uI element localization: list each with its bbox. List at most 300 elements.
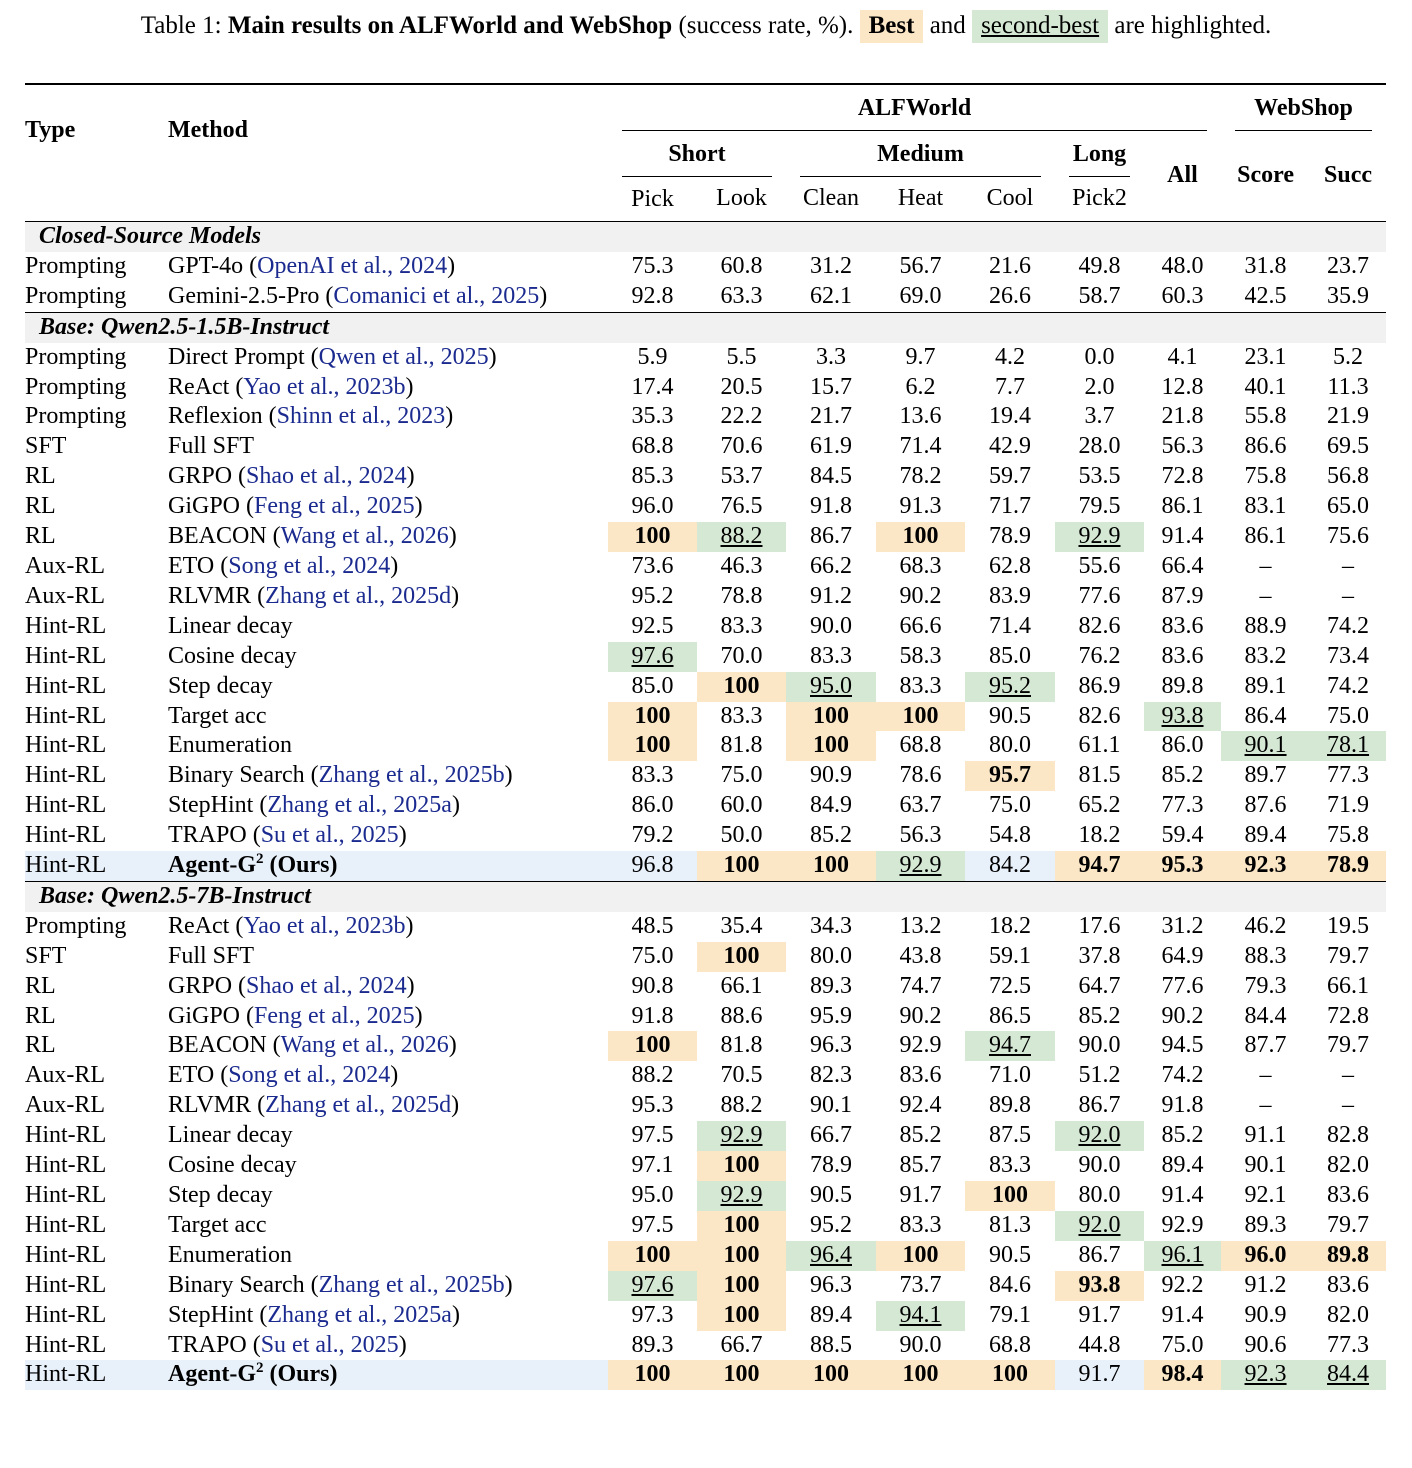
value-text: 100 (723, 1271, 760, 1298)
cell-method: StepHint (Zhang et al., 2025a) (168, 1301, 460, 1328)
value-text: 76.5 (720, 493, 763, 520)
value-text: 4.1 (1167, 343, 1198, 370)
value-text: – (1259, 1092, 1272, 1119)
value-text: 90.5 (989, 1241, 1031, 1268)
value-text: 87.7 (1244, 1032, 1287, 1059)
value-text: 100 (723, 1301, 760, 1328)
citation-link[interactable]: Song et al., 2024 (228, 552, 391, 579)
cell-method: ReAct (Yao et al., 2023b) (168, 912, 414, 939)
cell-value (608, 1031, 697, 1061)
cell-type: Hint-RL (25, 1122, 107, 1149)
caption-title: Main results on ALFWorld and WebShop (227, 12, 673, 39)
cell-type: Aux-RL (25, 552, 105, 579)
cell-value (876, 252, 965, 282)
value-text: 92.9 (720, 1182, 763, 1208)
value-text: 73.7 (899, 1271, 942, 1298)
cell-value (697, 972, 786, 1002)
cell-value (1055, 672, 1144, 702)
cell-value (1221, 1091, 1310, 1121)
cell-value (876, 1002, 965, 1032)
cell-type: Hint-RL (25, 1241, 107, 1268)
cell-method (168, 1211, 608, 1241)
value-text: 97.6 (631, 1271, 674, 1298)
cell-value (1055, 1360, 1144, 1390)
cell-type: RL (25, 463, 56, 490)
cell-value (965, 1151, 1055, 1181)
value-text: 100 (634, 1032, 671, 1059)
value-text: 100 (813, 852, 849, 879)
citation-link[interactable]: Yao et al., 2023b (243, 912, 406, 939)
value-text: 73.4 (1327, 642, 1370, 669)
cell-value (1055, 1211, 1144, 1241)
value-text: 23.1 (1244, 343, 1287, 370)
value-text: 60.8 (720, 252, 763, 279)
value-text: 91.4 (1161, 523, 1204, 550)
cell-value (1310, 1091, 1386, 1121)
col-group-medium: Medium (786, 131, 1055, 177)
cell-value (786, 1301, 876, 1331)
value-text: 95.7 (989, 762, 1031, 789)
cell-type: Hint-RL (25, 1331, 107, 1358)
value-text: 18.2 (989, 912, 1031, 939)
citation-link[interactable]: Su et al., 2025 (260, 1331, 399, 1358)
cell-value (1221, 1331, 1310, 1361)
value-text: 80.0 (810, 942, 852, 969)
cell-value (965, 282, 1055, 312)
cell-value (876, 1241, 965, 1271)
cell-value (1144, 252, 1221, 282)
method-suffix: (Ours) (263, 1361, 338, 1388)
value-text: 85.2 (899, 1122, 942, 1149)
cell-value (876, 1271, 965, 1301)
value-text: 42.9 (989, 433, 1031, 460)
citation-link[interactable]: Shao et al., 2024 (246, 972, 407, 999)
cell-value (965, 1301, 1055, 1331)
table-row (25, 522, 1386, 552)
value-text: 59.4 (1161, 822, 1204, 849)
cell-value (1310, 432, 1386, 462)
value-text: 66.1 (1327, 972, 1370, 999)
cell-value (697, 612, 786, 642)
cell-value (1144, 582, 1221, 612)
cell-value (608, 731, 697, 761)
value-text: 97.1 (631, 1152, 674, 1179)
caption-best-legend: Best (860, 10, 924, 43)
citation-link[interactable]: Qwen et al., 2025 (318, 343, 489, 370)
value-text: 100 (992, 1361, 1028, 1388)
table-row (25, 912, 1386, 942)
cell-type: Hint-RL (25, 1152, 107, 1179)
method-name: StepHint (168, 792, 254, 819)
value-text: 100 (723, 942, 760, 969)
citation-link[interactable]: Yao et al., 2023b (243, 373, 406, 400)
cell-value (876, 462, 965, 492)
cell-value (697, 1031, 786, 1061)
value-text: 89.3 (1244, 1211, 1287, 1238)
cell-value (876, 1301, 965, 1331)
method-name: Enumeration (168, 732, 292, 759)
cell-value (1055, 343, 1144, 373)
table-row (25, 1061, 1386, 1091)
cell-value (1144, 972, 1221, 1002)
citation-link[interactable]: OpenAI et al., 2024 (257, 252, 448, 279)
table-row (25, 1091, 1386, 1121)
cell-value (608, 851, 697, 881)
cell-value (786, 702, 876, 732)
citation-link[interactable]: Feng et al., 2025 (254, 493, 415, 520)
cell-method: Binary Search (Zhang et al., 2025b) (168, 762, 513, 789)
cell-value (965, 1002, 1055, 1032)
citation-link[interactable]: Wang et al., 2026 (280, 1032, 449, 1059)
cell-value (876, 1061, 965, 1091)
value-text: 96.1 (1161, 1241, 1204, 1268)
value-text: 86.5 (989, 1002, 1031, 1029)
value-text: 85.3 (631, 463, 674, 490)
value-text: 50.0 (720, 822, 763, 849)
value-text: 94.7 (989, 1032, 1031, 1059)
cell-type: Prompting (25, 403, 127, 430)
cell-type: Hint-RL (25, 792, 107, 819)
value-text: 35.9 (1327, 282, 1370, 309)
value-text: 43.8 (899, 942, 942, 969)
value-text: 91.7 (1078, 1361, 1121, 1388)
cell-value (1144, 1151, 1221, 1181)
citation-link[interactable]: Zhang et al., 2025b (318, 762, 505, 789)
cell-value (965, 1121, 1055, 1151)
cell-value (1221, 612, 1310, 642)
cell-value (1055, 492, 1144, 522)
cell-value (697, 1091, 786, 1121)
cell-value (608, 972, 697, 1002)
cell-value (1221, 821, 1310, 851)
value-text: 71.4 (899, 433, 942, 460)
cell-method (168, 942, 608, 972)
table-row (25, 1211, 1386, 1241)
value-text: 82.8 (1327, 1122, 1370, 1149)
value-text: 72.5 (989, 972, 1031, 999)
group-title: Base: Qwen2.5-7B-Instruct (25, 881, 1386, 911)
value-text: 92.9 (720, 1122, 763, 1149)
cell-value (965, 642, 1055, 672)
cell-type: Aux-RL (25, 1092, 105, 1119)
value-text: 20.5 (720, 373, 763, 400)
cell-value (608, 402, 697, 432)
citation-link[interactable]: Shinn et al., 2023 (276, 403, 446, 430)
cell-method (168, 1151, 608, 1181)
cell-value (965, 761, 1055, 791)
cell-value (1144, 851, 1221, 881)
value-text: 90.2 (899, 582, 942, 609)
value-text: 63.3 (720, 282, 763, 309)
value-text: 96.0 (631, 493, 674, 520)
cell-value (876, 492, 965, 522)
cell-type: Hint-RL (25, 851, 168, 881)
value-text: 72.8 (1327, 1002, 1370, 1029)
cell-value (1144, 642, 1221, 672)
value-text: 95.0 (631, 1182, 674, 1208)
citation-link[interactable]: Zhang et al., 2025a (267, 1301, 452, 1328)
cell-value (1310, 402, 1386, 432)
value-text: 78.9 (989, 523, 1031, 550)
cell-value (697, 702, 786, 732)
value-text: 42.5 (1244, 282, 1287, 309)
method-name: Cosine decay (168, 1152, 297, 1179)
cell-value (697, 252, 786, 282)
cell-value (1221, 851, 1310, 881)
value-text: 75.0 (1327, 702, 1370, 729)
cell-value (965, 821, 1055, 851)
cell-value (697, 1061, 786, 1091)
cell-type: Hint-RL (25, 702, 107, 729)
cell-type: Hint-RL (25, 732, 107, 759)
cell-value (1144, 1360, 1221, 1390)
value-text: 34.3 (810, 912, 852, 939)
value-text: 91.8 (631, 1002, 674, 1029)
citation-link[interactable]: Zhang et al., 2025d (265, 582, 452, 609)
col-group-long: Long (1055, 131, 1144, 177)
citation-link[interactable]: Zhang et al., 2025d (265, 1092, 452, 1119)
col-group-alfworld: ALFWorld (608, 84, 1221, 131)
cell-value (876, 402, 965, 432)
value-text: 92.3 (1244, 852, 1287, 879)
cell-value (1310, 672, 1386, 702)
cell-value (608, 282, 697, 312)
cell-method: Gemini-2.5-Pro (Comanici et al., 2025) (168, 282, 548, 309)
cell-value (1144, 1031, 1221, 1061)
cell-value (1221, 702, 1310, 732)
cell-value (697, 582, 786, 612)
cell-value (1144, 1241, 1221, 1271)
value-text: 88.5 (810, 1331, 852, 1358)
citation-link[interactable]: Wang et al., 2026 (280, 523, 449, 550)
method-name: Target acc (168, 1211, 267, 1238)
cell-value (1144, 1091, 1221, 1121)
cell-value (1144, 731, 1221, 761)
cell-value (1055, 402, 1144, 432)
cell-value (697, 791, 786, 821)
value-text: 74.2 (1327, 672, 1370, 699)
caption-suffix: are highlighted. (1108, 12, 1272, 39)
cell-value (608, 1061, 697, 1091)
cell-value (965, 791, 1055, 821)
value-text: 17.4 (631, 373, 674, 400)
cell-value (697, 1121, 786, 1151)
value-text: 75.3 (631, 252, 674, 279)
col-header-method: Method (168, 117, 248, 144)
cell-value (1310, 1061, 1386, 1091)
table-row (25, 612, 1386, 642)
cell-value (1310, 972, 1386, 1002)
value-text: 81.3 (989, 1211, 1031, 1238)
cell-value (608, 942, 697, 972)
value-text: 100 (902, 702, 939, 729)
value-text: 86.7 (810, 523, 852, 550)
value-text: 90.0 (810, 612, 852, 639)
value-text: 91.7 (1078, 1301, 1121, 1328)
value-text: 48.5 (631, 912, 674, 939)
cell-value (1221, 373, 1310, 403)
value-text: 85.0 (989, 642, 1031, 669)
value-text: 66.4 (1161, 552, 1204, 579)
cell-value (697, 731, 786, 761)
cell-value (1221, 672, 1310, 702)
cell-value (1310, 1181, 1386, 1211)
cell-value (697, 1360, 786, 1390)
value-text: 60.0 (720, 792, 763, 819)
value-text: 35.4 (720, 912, 763, 939)
value-text: 78.9 (1327, 852, 1370, 879)
value-text: 70.5 (720, 1062, 763, 1089)
table-row (25, 343, 1386, 373)
citation-link[interactable]: Shao et al., 2024 (246, 463, 407, 490)
cell-value (608, 1241, 697, 1271)
value-text: 87.5 (989, 1122, 1031, 1149)
citation-link[interactable]: Zhang et al., 2025b (318, 1271, 505, 1298)
value-text: 100 (902, 1361, 939, 1388)
cell-value (965, 1331, 1055, 1361)
cell-value (1144, 522, 1221, 552)
value-text: 5.5 (726, 343, 757, 370)
citation-link[interactable]: Comanici et al., 2025 (333, 282, 540, 309)
cell-value (1221, 432, 1310, 462)
cell-value (1055, 522, 1144, 552)
value-text: 79.7 (1327, 1211, 1370, 1238)
value-text: 79.1 (989, 1301, 1031, 1328)
cell-value (1144, 761, 1221, 791)
value-text: 75.0 (631, 942, 674, 969)
cell-value (786, 402, 876, 432)
cell-value (1144, 343, 1221, 373)
cell-value (786, 791, 876, 821)
method-name: Binary Search (168, 1271, 305, 1298)
value-text: 100 (902, 523, 939, 550)
citation-link[interactable]: Su et al., 2025 (260, 822, 399, 849)
value-text: 77.3 (1161, 792, 1204, 819)
value-text: 100 (723, 852, 760, 879)
value-text: 91.2 (1244, 1271, 1287, 1298)
value-text: 95.2 (989, 672, 1031, 699)
value-text: 100 (634, 523, 671, 550)
value-text: 91.2 (810, 582, 852, 609)
value-text: 5.9 (637, 343, 668, 370)
cell-value (1144, 612, 1221, 642)
table-row (25, 672, 1386, 702)
cell-method: TRAPO (Su et al., 2025) (168, 822, 407, 849)
value-text: 23.7 (1327, 252, 1370, 279)
value-text: 53.5 (1078, 463, 1121, 490)
cell-value (1055, 1121, 1144, 1151)
table-row (25, 642, 1386, 672)
cell-method: Reflexion (Shinn et al., 2023) (168, 403, 454, 430)
cell-value (876, 1031, 965, 1061)
value-text: 92.0 (1078, 1122, 1121, 1149)
citation-link[interactable]: Feng et al., 2025 (254, 1002, 415, 1029)
value-text: 79.3 (1244, 972, 1287, 999)
value-text: 84.4 (1327, 1361, 1370, 1388)
cell-type: Hint-RL (25, 1271, 107, 1298)
cell-value (876, 282, 965, 312)
value-text: 86.1 (1244, 523, 1287, 550)
value-text: 100 (634, 732, 671, 759)
value-text: 95.2 (810, 1211, 852, 1238)
cell-value (1310, 702, 1386, 732)
cell-value (697, 1181, 786, 1211)
cell-value (1144, 402, 1221, 432)
value-text: 15.7 (810, 373, 852, 400)
cell-value (1144, 821, 1221, 851)
cell-value (608, 1331, 697, 1361)
value-text: 96.3 (810, 1271, 852, 1298)
cell-value (1055, 642, 1144, 672)
value-text: 90.5 (810, 1182, 852, 1208)
cell-value (1055, 612, 1144, 642)
cell-value (1310, 492, 1386, 522)
cell-value (1055, 1061, 1144, 1091)
cell-type: Hint-RL (25, 1360, 168, 1390)
value-text: 71.9 (1327, 792, 1370, 819)
group-title: Closed-Source Models (25, 222, 1386, 252)
cell-value (1221, 1002, 1310, 1032)
value-text: 66.7 (810, 1122, 852, 1149)
method-name: ETO (168, 1062, 215, 1089)
value-text: – (1342, 1062, 1355, 1089)
value-text: 85.2 (1161, 762, 1204, 789)
col-header-pick: Pick (631, 186, 674, 212)
cell-value (965, 432, 1055, 462)
cell-type: Hint-RL (25, 612, 107, 639)
value-text: 31.2 (810, 252, 852, 279)
col-header-heat: Heat (897, 185, 944, 212)
value-text: 90.0 (1078, 1032, 1121, 1059)
cell-value (1144, 702, 1221, 732)
value-text: – (1259, 552, 1272, 579)
value-text: 84.4 (1244, 1002, 1287, 1029)
cell-value (1221, 282, 1310, 312)
value-text: 46.2 (1244, 912, 1287, 939)
cell-value (1221, 492, 1310, 522)
method-name: Step decay (168, 672, 273, 699)
value-text: 92.5 (631, 612, 674, 639)
cell-value (965, 1031, 1055, 1061)
value-text: 18.2 (1078, 822, 1121, 849)
value-text: 96.8 (631, 852, 674, 879)
value-text: 6.2 (905, 373, 936, 400)
value-text: 40.1 (1244, 373, 1287, 400)
value-text: 83.3 (899, 672, 942, 699)
value-text: 86.0 (1161, 732, 1204, 759)
cell-value (876, 432, 965, 462)
value-text: 92.2 (1161, 1271, 1204, 1298)
method-suffix: (Ours) (263, 852, 338, 879)
cell-type: Aux-RL (25, 1062, 105, 1089)
citation-link[interactable]: Song et al., 2024 (228, 1062, 391, 1089)
cell-method: ETO (Song et al., 2024) (168, 1062, 399, 1089)
table-row (25, 1271, 1386, 1301)
cell-value (1310, 1331, 1386, 1361)
citation-link[interactable]: Zhang et al., 2025a (267, 792, 452, 819)
value-text: 77.3 (1327, 762, 1370, 789)
value-text: 94.1 (899, 1301, 942, 1328)
value-text: 95.3 (1161, 852, 1204, 879)
cell-value (965, 851, 1055, 881)
value-text: 91.7 (899, 1182, 942, 1208)
value-text: 96.3 (810, 1032, 852, 1059)
value-text: 82.0 (1327, 1152, 1370, 1179)
cell-value (608, 492, 697, 522)
table-row (25, 972, 1386, 1002)
value-text: 46.3 (720, 552, 763, 579)
cell-value (786, 1061, 876, 1091)
